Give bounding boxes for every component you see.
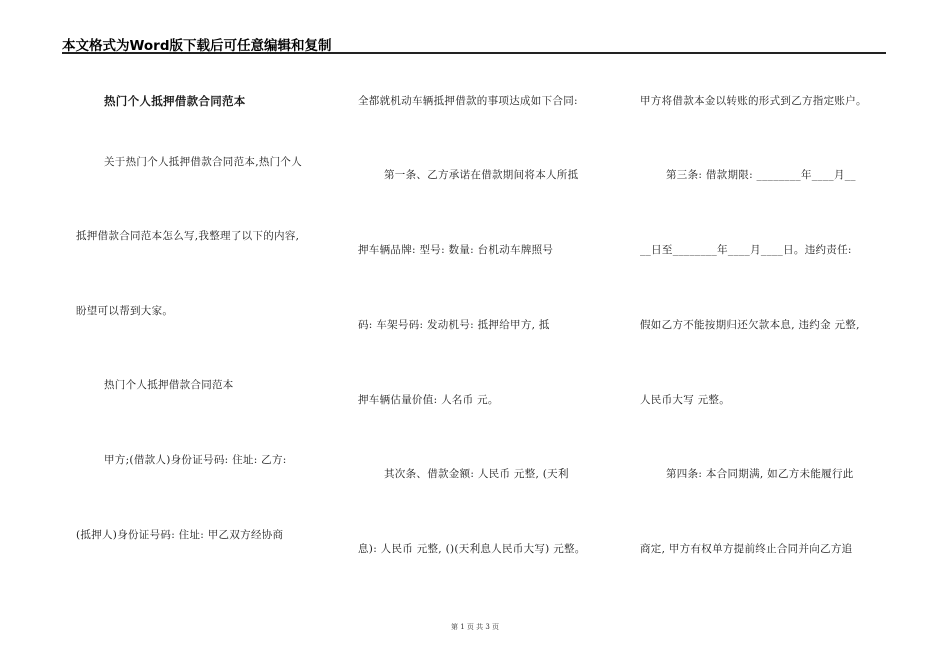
- page-number-footer: 第 1 页 共 3 页: [450, 623, 500, 631]
- body-line: 全都就机动车辆抵押借款的事项达成如下合同:: [358, 95, 578, 107]
- body-line: 息): 人民币 元整, ()(天利息人民币大写) 元整。: [358, 543, 586, 555]
- body-line: __日至________年____月____日。违约责任:: [640, 244, 852, 256]
- body-line: 热门个人抵押借款合同范本: [104, 379, 234, 391]
- body-line: 码: 车架号码: 发动机号: 抵押给甲方, 抵: [358, 319, 550, 331]
- body-line: 甲方将借款本金以转账的形式到乙方指定账户。: [640, 95, 867, 107]
- header-divider: [62, 52, 886, 54]
- body-line: 甲方;(借款人)身份证号码: 住址: 乙方:: [104, 454, 287, 466]
- body-line: (抵押人)身份证号码: 住址: 甲乙双方经协商: [76, 529, 284, 541]
- document-title: 热门个人抵押借款合同范本: [104, 94, 246, 108]
- body-line: 商定, 甲方有权单方提前终止合同并向乙方追: [640, 543, 853, 555]
- body-line: 第四条: 本合同期满, 如乙方未能履行此: [666, 468, 854, 480]
- body-line: 押车辆估量价值: 人名币 元。: [358, 394, 499, 406]
- body-line: 关于热门个人抵押借款合同范本,热门个人: [104, 156, 303, 168]
- body-line: 押车辆品牌: 型号: 数量: 台机动车牌照号: [358, 244, 554, 256]
- body-line: 人民币大写 元整。: [640, 394, 731, 406]
- body-line: 第三条: 借款期限: ________年____月__: [666, 169, 856, 181]
- body-line: 抵押借款合同范本怎么写,我整理了以下的内容,: [76, 230, 300, 242]
- body-line: 假如乙方不能按期归还欠款本息, 违约金 元整,: [640, 319, 860, 331]
- body-line: 其次条、借款金额: 人民币 元整, (天利: [384, 468, 569, 480]
- document-header-title: 本文格式为Word版下载后可任意编辑和复制: [62, 38, 332, 54]
- body-line: 盼望可以帮到大家。: [76, 305, 174, 317]
- body-line: 第一条、乙方承诺在借款期间将本人所抵: [384, 169, 579, 181]
